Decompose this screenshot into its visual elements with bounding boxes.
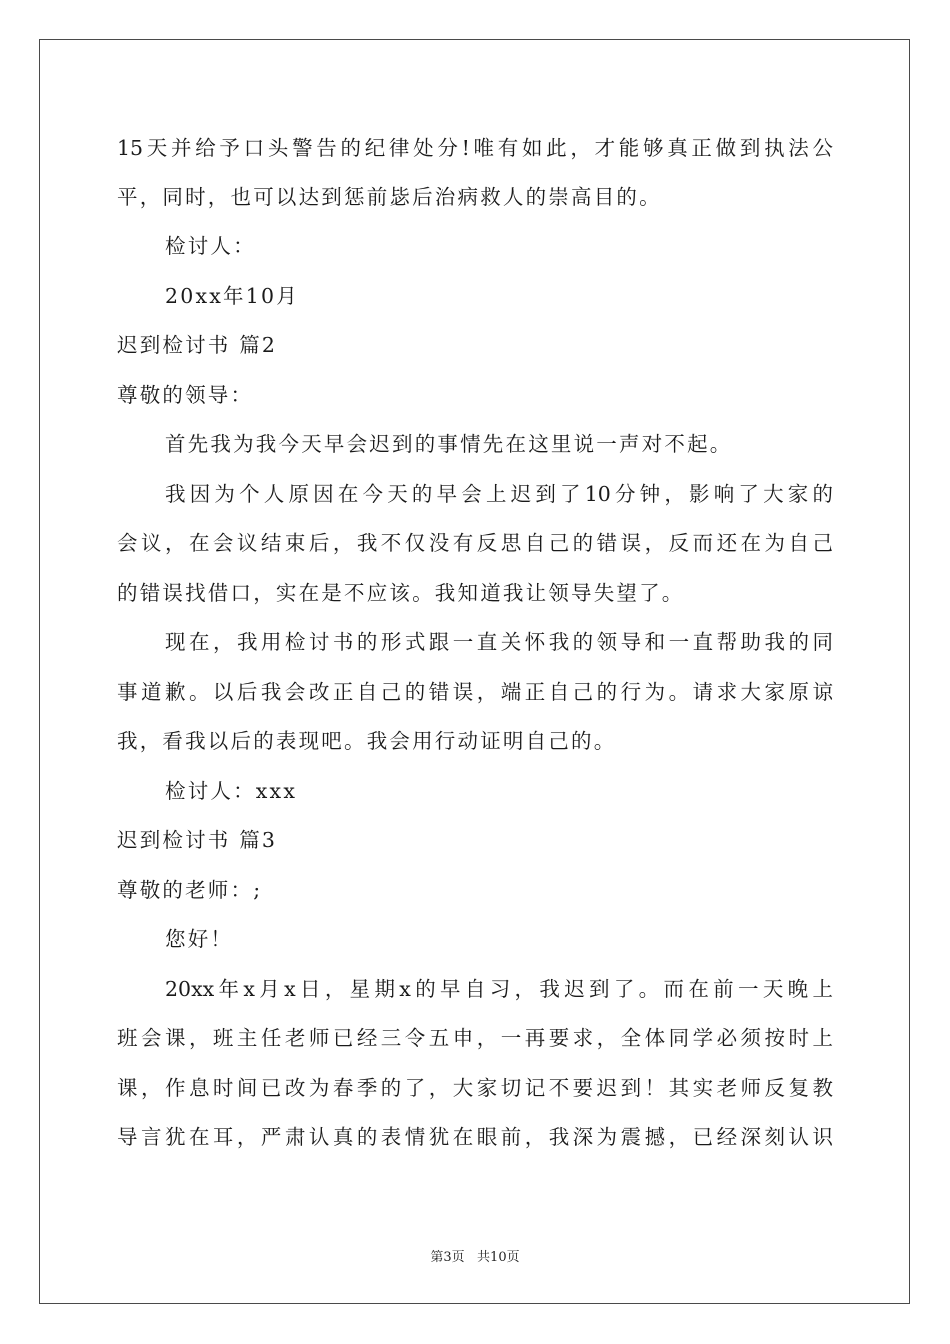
salutation: 尊敬的领导：	[117, 383, 254, 407]
paragraph-line: 平，同时，也可以达到惩前毖后治病救人的崇高目的。	[117, 185, 662, 209]
signature-label: 检讨人：	[165, 234, 256, 258]
paragraph-line: 20xx年x月x日，星期x的早自习，我迟到了。而在前一天晚上	[165, 977, 833, 1001]
salutation: 尊敬的老师：;	[117, 878, 263, 902]
paragraph-line: 课，作息时间已改为春季的了，大家切记不要迟到！其实老师反复教	[117, 1076, 833, 1100]
page-number: 第3页 共10页	[430, 1250, 520, 1265]
paragraph-line: 会议，在会议结束后，我不仅没有反思自己的错误，反而还在为自己	[117, 531, 833, 555]
section-heading: 迟到检讨书 篇3	[117, 828, 278, 852]
paragraph-line: 我，看我以后的表现吧。我会用行动证明自己的。	[117, 729, 617, 753]
paragraph-line: 我因为个人原因在今天的早会上迟到了10分钟，影响了大家的	[165, 482, 833, 506]
paragraph-line: 班会课，班主任老师已经三令五申，一再要求，全体同学必须按时上	[117, 1026, 833, 1050]
paragraph-line: 事道歉。以后我会改正自己的错误，端正自己的行为。请求大家原谅	[117, 680, 833, 704]
paragraph-line: 现在，我用检讨书的形式跟一直关怀我的领导和一直帮助我的同	[165, 630, 833, 654]
paragraph-line: 的错误找借口，实在是不应该。我知道我让领导失望了。	[117, 581, 685, 605]
paragraph-line: 15天并给予口头警告的纪律处分!唯有如此，才能够真正做到执法公	[117, 136, 833, 160]
paragraph-line: 首先我为我今天早会迟到的事情先在这里说一声对不起。	[165, 432, 733, 456]
section-heading: 迟到检讨书 篇2	[117, 333, 278, 357]
paragraph-line: 导言犹在耳，严肃认真的表情犹在眼前，我深为震撼，已经深刻认识	[117, 1125, 833, 1149]
signature-label: 检讨人：xxx	[165, 779, 298, 803]
date-line: 20xx年10月	[165, 284, 299, 308]
greeting: 您好！	[165, 927, 234, 951]
